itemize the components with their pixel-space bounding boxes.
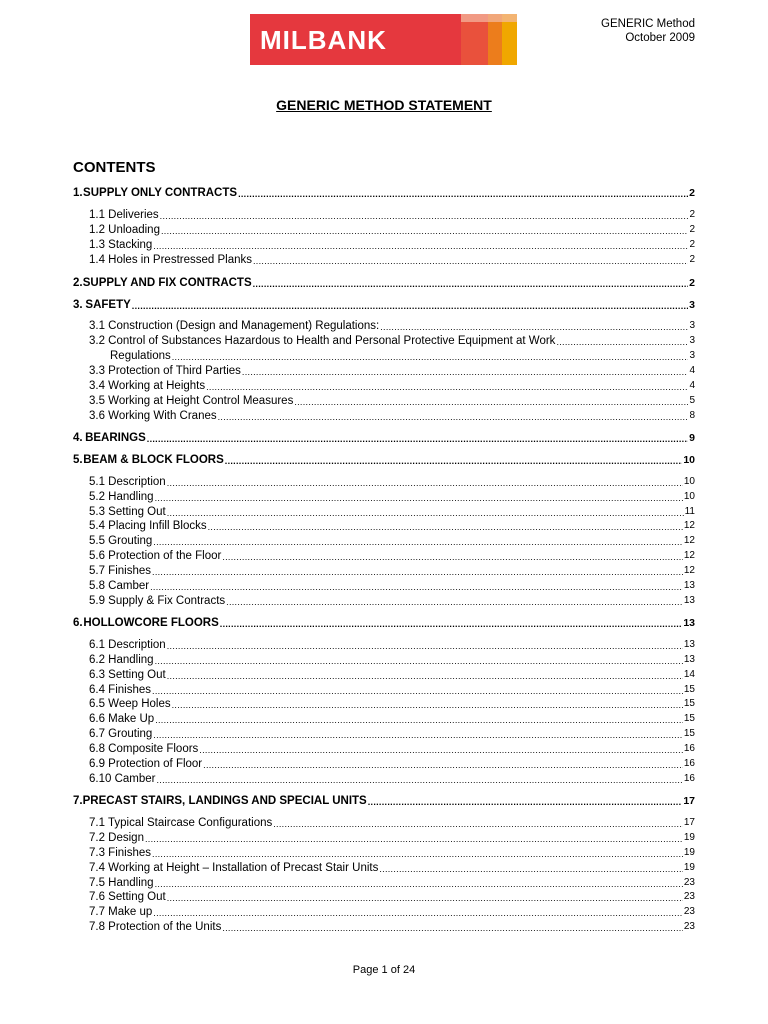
toc-entry-title: PRECAST STAIRS, LANDINGS AND SPECIAL UNITS	[82, 795, 367, 807]
toc-dot-leader	[222, 922, 683, 934]
toc-dot-leader	[153, 536, 683, 548]
toc-entry-title: 6.10 Camber	[89, 773, 156, 785]
toc-subsection-entry[interactable]	[73, 364, 695, 378]
toc-subsection-entry[interactable]	[73, 638, 695, 652]
toc-entry-title: 5.5 Grouting	[89, 535, 153, 547]
toc-subsection-entry[interactable]	[73, 564, 695, 578]
toc-entry-title: 6.3 Setting Out	[89, 669, 166, 681]
toc-dot-leader	[167, 670, 683, 682]
toc-page-number: 2	[689, 254, 695, 265]
toc-subsection-entry[interactable]	[73, 712, 695, 726]
toc-page-number: 8	[689, 410, 695, 421]
doc-date: October 2009	[625, 32, 695, 44]
toc-page-number: 10	[683, 454, 695, 466]
toc-dot-leader	[199, 744, 683, 756]
toc-subsection-entry[interactable]	[73, 349, 695, 363]
toc-dot-leader	[150, 581, 683, 593]
toc-dot-leader	[155, 714, 683, 726]
toc-subsection-entry[interactable]	[73, 905, 695, 919]
toc-page-number: 23	[683, 921, 695, 932]
toc-page-number: 23	[683, 906, 695, 917]
toc-section-number: 2.	[73, 277, 83, 289]
toc-subsection-entry[interactable]	[73, 238, 695, 252]
logo-top-strip	[461, 14, 517, 22]
toc-entry-title: SAFETY	[85, 299, 131, 311]
toc-entry-title: 1.3 Stacking	[89, 239, 153, 251]
toc-entry-title: 3.5 Working at Height Control Measures	[89, 395, 294, 407]
toc-dot-leader	[152, 685, 683, 697]
toc-page-number: 13	[683, 617, 695, 629]
toc-entry-title: HOLLOWCORE FLOORS	[83, 617, 219, 629]
toc-dot-leader	[155, 655, 683, 667]
toc-subsection-entry[interactable]	[73, 653, 695, 667]
toc-entry-title: 3.1 Construction (Design and Management) Regulations:	[89, 320, 380, 332]
toc-entry-title: SUPPLY AND FIX CONTRACTS	[82, 277, 252, 289]
toc-dot-leader	[220, 618, 683, 630]
toc-dot-leader	[152, 566, 683, 578]
toc-dot-leader	[156, 774, 682, 786]
toc-section-entry[interactable]	[73, 453, 695, 467]
toc-page-number: 15	[683, 728, 695, 739]
toc-dot-leader	[161, 225, 688, 237]
toc-page-number: 2	[689, 187, 695, 199]
toc-dot-leader	[253, 255, 688, 267]
toc-page-number: 3	[689, 350, 695, 361]
toc-section-number: 6.	[73, 617, 83, 629]
toc-entry-title: BEAM & BLOCK FLOORS	[83, 454, 224, 466]
toc-dot-leader	[273, 818, 683, 830]
toc-page-number: 16	[683, 743, 695, 754]
toc-page-number: 16	[683, 758, 695, 769]
toc-subsection-entry[interactable]	[73, 519, 695, 533]
toc-entry-title: 3.2 Control of Substances Hazardous to Health and Personal Protective Equipment at Work	[89, 335, 556, 347]
toc-page-number: 10	[683, 491, 695, 502]
toc-page-number: 5	[689, 395, 695, 406]
toc-subsection-entry[interactable]	[73, 409, 695, 423]
toc-page-number: 19	[683, 862, 695, 873]
toc-page-number: 13	[683, 639, 695, 650]
toc-subsection-entry[interactable]	[73, 594, 695, 608]
toc-subsection-entry[interactable]	[73, 549, 695, 563]
toc-page-number: 3	[689, 299, 695, 311]
toc-entry-title: 5.4 Placing Infill Blocks	[89, 520, 207, 532]
toc-page-number: 13	[683, 580, 695, 591]
toc-page-number: 10	[683, 476, 695, 487]
toc-dot-leader	[147, 433, 688, 445]
toc-entry-title: 3.6 Working With Cranes	[89, 410, 217, 422]
toc-entry-title: SUPPLY ONLY CONTRACTS	[83, 187, 238, 199]
toc-subsection-entry[interactable]	[73, 579, 695, 593]
toc-subsection-entry[interactable]	[73, 697, 695, 711]
toc-page-number: 9	[689, 432, 695, 444]
toc-entry-title: 6.4 Finishes	[89, 684, 152, 696]
toc-page-number: 19	[683, 847, 695, 858]
toc-page-number: 17	[683, 817, 695, 828]
toc-page-number: 15	[683, 684, 695, 695]
toc-subsection-entry[interactable]	[73, 876, 695, 890]
toc-dot-leader	[172, 699, 683, 711]
toc-subsection-entry[interactable]	[73, 890, 695, 904]
toc-dot-leader	[242, 366, 689, 378]
toc-section-entry[interactable]	[73, 431, 695, 445]
toc-page-number: 23	[683, 877, 695, 888]
toc-dot-leader	[160, 210, 689, 222]
toc-entry-title: 7.6 Setting Out	[89, 891, 166, 903]
toc-subsection-entry[interactable]	[73, 534, 695, 548]
toc-page-number: 13	[683, 654, 695, 665]
toc-page-number: 19	[683, 832, 695, 843]
toc-page-number: 14	[683, 669, 695, 680]
toc-page-number: 3	[689, 320, 695, 331]
toc-dot-leader	[226, 596, 683, 608]
toc-entry-title: 7.1 Typical Staircase Configurations	[89, 817, 273, 829]
toc-subsection-entry[interactable]	[73, 505, 695, 519]
toc-subsection-entry[interactable]	[73, 742, 695, 756]
toc-page-number: 2	[689, 239, 695, 250]
toc-subsection-entry[interactable]	[73, 861, 695, 875]
toc-entry-title: 1.1 Deliveries	[89, 209, 159, 221]
toc-dot-leader	[208, 521, 683, 533]
toc-entry-title: 3.4 Working at Heights	[89, 380, 206, 392]
toc-dot-leader	[206, 381, 688, 393]
toc-subsection-entry[interactable]	[73, 846, 695, 860]
toc-subsection-entry[interactable]	[73, 668, 695, 682]
toc-entry-title: 7.2 Design	[89, 832, 144, 844]
toc-entry-title: 6.7 Grouting	[89, 728, 153, 740]
toc-dot-leader	[556, 336, 688, 348]
toc-dot-leader	[368, 796, 683, 808]
page-title: GENERIC METHOD STATEMENT	[276, 97, 492, 113]
toc-dot-leader	[380, 321, 688, 333]
toc-entry-title: 7.3 Finishes	[89, 847, 152, 859]
toc-section-entry[interactable]	[73, 794, 695, 808]
toc-entry-title: 7.7 Make up	[89, 906, 153, 918]
contents-heading: CONTENTS	[73, 159, 156, 176]
toc-subsection-entry[interactable]	[73, 394, 695, 408]
toc-page-number: 4	[689, 380, 695, 391]
toc-entry-title: 7.5 Handling	[89, 877, 154, 889]
toc-entry-title: 5.2 Handling	[89, 491, 154, 503]
toc-section-entry[interactable]	[73, 616, 695, 630]
toc-entry-title: BEARINGS	[85, 432, 146, 444]
toc-dot-leader	[379, 863, 683, 875]
toc-subsection-entry[interactable]	[73, 223, 695, 237]
toc-page-number: 2	[689, 224, 695, 235]
toc-dot-leader	[167, 507, 684, 519]
toc-subsection-entry[interactable]	[73, 683, 695, 697]
page-footer: Page 1 of 24	[352, 964, 416, 976]
toc-dot-leader	[203, 759, 683, 771]
toc-page-number: 12	[683, 565, 695, 576]
toc-dot-leader	[167, 892, 683, 904]
toc-dot-leader	[152, 848, 683, 860]
toc-section-number: 5.	[73, 454, 83, 466]
toc-dot-leader	[294, 396, 688, 408]
toc-page-number: 2	[689, 209, 695, 220]
toc-entry-title: 5.6 Protection of the Floor	[89, 550, 222, 562]
toc-dot-leader	[167, 640, 683, 652]
toc-subsection-entry[interactable]	[73, 475, 695, 489]
toc-dot-leader	[145, 833, 683, 845]
toc-page-number: 17	[683, 795, 695, 807]
toc-subsection-entry[interactable]	[73, 334, 695, 348]
toc-dot-leader	[153, 729, 683, 741]
toc-dot-leader	[155, 492, 683, 504]
toc-page-number: 16	[683, 773, 695, 784]
toc-section-number: 1.	[73, 187, 83, 199]
toc-entry-title: 6.8 Composite Floors	[89, 743, 199, 755]
toc-entry-title: 5.7 Finishes	[89, 565, 152, 577]
toc-entry-title: 1.4 Holes in Prestressed Planks	[89, 254, 252, 266]
toc-entry-title: 3.3 Protection of Third Parties	[89, 365, 241, 377]
toc-section-entry[interactable]	[73, 276, 695, 290]
toc-subsection-entry[interactable]	[73, 253, 695, 267]
toc-dot-leader	[218, 411, 689, 423]
toc-dot-leader	[153, 240, 688, 252]
toc-subsection-entry[interactable]	[73, 379, 695, 393]
toc-subsection-entry[interactable]	[73, 920, 695, 934]
toc-entry-title: 6.1 Description	[89, 639, 166, 651]
toc-entry-title: Regulations	[110, 350, 171, 362]
toc-section-number: 3.	[73, 299, 83, 311]
milbank-logo	[250, 14, 517, 65]
toc-subsection-entry[interactable]	[73, 490, 695, 504]
toc-dot-leader	[222, 551, 683, 563]
header-info	[601, 17, 695, 45]
toc-subsection-entry[interactable]	[73, 831, 695, 845]
toc-subsection-entry[interactable]	[73, 319, 695, 333]
toc-entry-title: 7.8 Protection of the Units	[89, 921, 222, 933]
toc-page-number: 15	[683, 698, 695, 709]
toc-dot-leader	[155, 878, 683, 890]
toc-page-number: 12	[683, 520, 695, 531]
toc-subsection-entry[interactable]	[73, 757, 695, 771]
toc-page-number: 2	[689, 277, 695, 289]
toc-entry-title: 5.9 Supply & Fix Contracts	[89, 595, 226, 607]
toc-page-number: 3	[689, 335, 695, 346]
toc-page-number: 4	[689, 365, 695, 376]
toc-dot-leader	[153, 907, 683, 919]
toc-page-number: 12	[683, 535, 695, 546]
toc-entry-title: 6.9 Protection of Floor	[89, 758, 203, 770]
toc-entry-title: 6.6 Make Up	[89, 713, 155, 725]
toc-page-number: 13	[683, 595, 695, 606]
toc-dot-leader	[172, 351, 689, 363]
toc-dot-leader	[238, 188, 688, 200]
toc-page-number: 15	[683, 713, 695, 724]
toc-page-number: 11	[684, 506, 695, 517]
toc-entry-title: 5.8 Camber	[89, 580, 150, 592]
toc-dot-leader	[225, 455, 683, 467]
toc-dot-leader	[167, 477, 683, 489]
toc-entry-title: 5.3 Setting Out	[89, 506, 166, 518]
logo-text: MILBANK	[260, 25, 387, 55]
toc-subsection-entry[interactable]	[73, 208, 695, 222]
toc-entry-title: 5.1 Description	[89, 476, 166, 488]
toc-dot-leader	[132, 300, 688, 312]
toc-section-number: 4.	[73, 432, 83, 444]
toc-section-number: 7.	[73, 795, 83, 807]
toc-subsection-entry[interactable]	[73, 816, 695, 830]
toc-entry-title: 6.2 Handling	[89, 654, 154, 666]
toc-section-entry[interactable]	[73, 298, 695, 312]
toc-entry-title: 6.5 Weep Holes	[89, 698, 171, 710]
toc-entry-title: 1.2 Unloading	[89, 224, 160, 236]
toc-section-entry[interactable]	[73, 186, 695, 200]
toc-subsection-entry[interactable]	[73, 727, 695, 741]
toc-page-number: 23	[683, 891, 695, 902]
toc-subsection-entry[interactable]	[73, 772, 695, 786]
toc-dot-leader	[253, 278, 689, 290]
doc-label: GENERIC Method	[601, 18, 695, 30]
toc-page-number: 12	[683, 550, 695, 561]
toc-entry-title: 7.4 Working at Height – Installation of Precast Stair Units	[89, 862, 379, 874]
